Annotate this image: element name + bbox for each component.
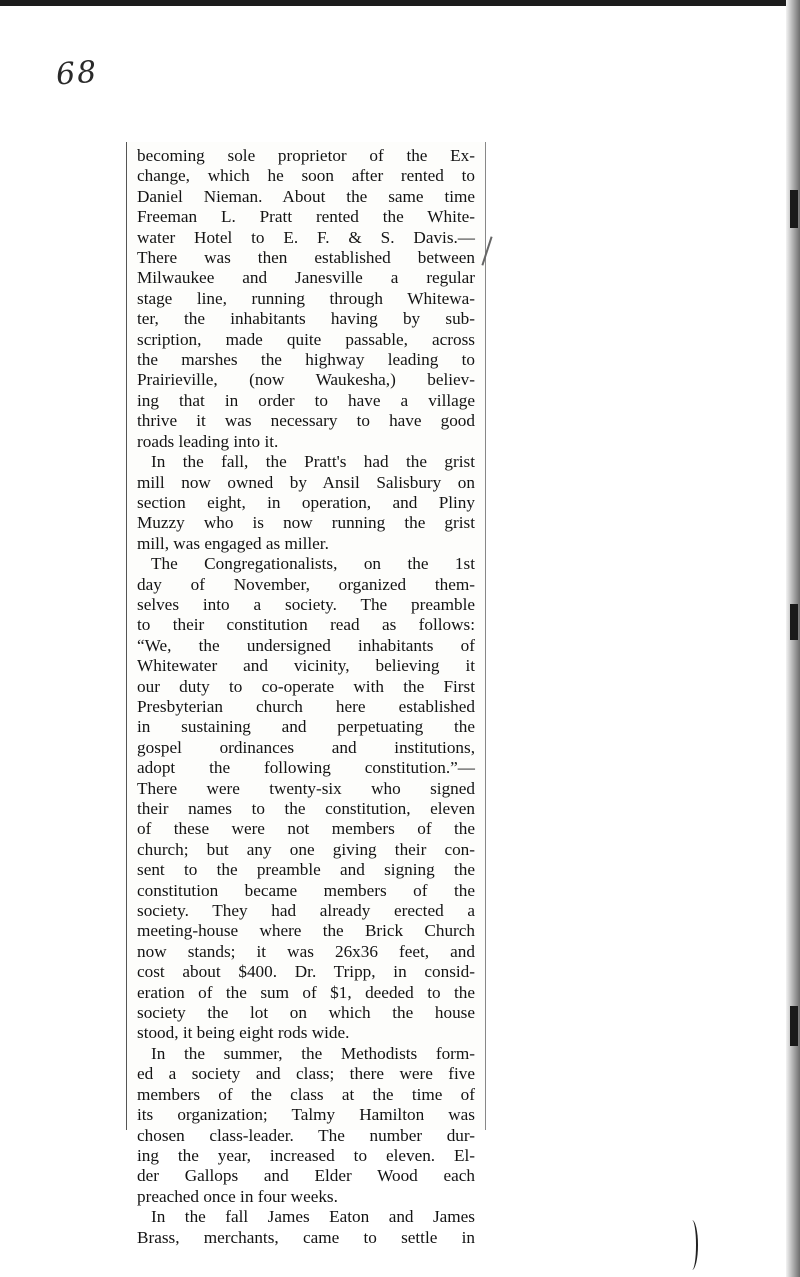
article-line: constitution became members of the bbox=[137, 880, 475, 900]
article-line: scription, made quite passable, across bbox=[137, 329, 475, 349]
article-line: their names to the constitution, eleven bbox=[137, 799, 475, 818]
article-line: Brass, merchants, came to settle in bbox=[137, 1227, 475, 1247]
article-line: the marshes the highway leading to bbox=[137, 350, 475, 370]
article-line: our duty to co-operate with the First bbox=[137, 676, 475, 696]
article-line: Milwaukee and Janesville a regular bbox=[137, 268, 475, 288]
article-line: chosen class-leader. The number dur- bbox=[137, 1125, 475, 1145]
article-line: roads leading into it. bbox=[137, 431, 279, 451]
article-line: day of November, organized them- bbox=[137, 574, 475, 594]
article-line: ing that in order to have a village bbox=[137, 390, 475, 410]
article-line: mill, was engaged as miller. bbox=[137, 533, 329, 553]
article-line: members of the class at the time of bbox=[137, 1084, 475, 1104]
article-line: Daniel Nieman. About the same time bbox=[137, 186, 475, 206]
article-line: section eight, in operation, and Pliny bbox=[137, 492, 475, 512]
article-line: to their constitution read as follows: bbox=[137, 615, 475, 635]
article-line: There was then established between bbox=[137, 248, 475, 268]
article-line: ter, the inhabitants having by sub- bbox=[137, 309, 475, 329]
article-line: stood, it being eight rods wide. bbox=[137, 1023, 350, 1043]
article-line: ed a society and class; there were five bbox=[137, 1064, 475, 1084]
article-line: Whitewater and vicinity, believing it bbox=[137, 656, 475, 676]
article-line: meeting-house where the Brick Church bbox=[137, 921, 475, 941]
article-line: society. They had already erected a bbox=[137, 901, 475, 921]
page-number: 68 bbox=[54, 54, 100, 93]
article-line: society the lot on which the house bbox=[137, 1003, 475, 1023]
article-line: stage line, running through Whitewa- bbox=[137, 288, 475, 308]
article-line: Prairieville, (now Waukesha,) believ- bbox=[137, 370, 475, 390]
article-line: in sustaining and perpetuating the bbox=[137, 717, 475, 737]
article-line: adopt the following constitution.”— bbox=[137, 758, 475, 778]
article-line: church; but any one giving their con- bbox=[137, 839, 475, 859]
article-line: of these were not members of the bbox=[137, 819, 475, 839]
article-line: change, which he soon after rented to bbox=[137, 166, 475, 186]
article-line: mill now owned by Ansil Salisbury on bbox=[137, 472, 475, 492]
binding-mark bbox=[790, 1006, 798, 1046]
article-line: Muzzy who is now running the grist bbox=[137, 513, 475, 533]
article-line: gospel ordinances and institutions, bbox=[137, 737, 475, 757]
article-line: Freeman L. Pratt rented the White- bbox=[137, 207, 475, 227]
article-line: der Gallops and Elder Wood each bbox=[137, 1166, 475, 1186]
article-line: preached once in four weeks. bbox=[137, 1186, 338, 1206]
article-line: “We, the undersigned inhabitants of bbox=[137, 635, 475, 655]
article-line: water Hotel to E. F. & S. Davis.— bbox=[137, 227, 475, 247]
article-line: becoming sole proprietor of the Ex- bbox=[137, 146, 475, 165]
article-line: In the fall James Eaton and James bbox=[151, 1207, 475, 1227]
article-line: In the summer, the Methodists form- bbox=[151, 1043, 475, 1063]
article-line: eration of the sum of $1, deeded to the bbox=[137, 982, 475, 1002]
article-column bbox=[137, 146, 475, 1248]
article-line: sent to the preamble and signing the bbox=[137, 860, 475, 880]
article-line: its organization; Talmy Hamilton was bbox=[137, 1105, 475, 1125]
article-line: cost about $400. Dr. Tripp, in consid- bbox=[137, 962, 475, 982]
binding-mark bbox=[790, 604, 798, 640]
article-line: There were twenty-six who signed bbox=[137, 778, 475, 798]
article-line: selves into a society. The preamble bbox=[137, 594, 475, 614]
article-line: thrive it was necessary to have good bbox=[137, 411, 475, 431]
scrapbook-binding-edge bbox=[786, 0, 800, 1277]
article-line: now stands; it was 26x36 feet, and bbox=[137, 941, 475, 961]
article-line: ing the year, increased to eleven. El- bbox=[137, 1145, 475, 1165]
article-line: In the fall, the Pratt's had the grist bbox=[151, 452, 475, 472]
corner-scratch-mark bbox=[686, 1220, 698, 1270]
article-line: The Congregationalists, on the 1st bbox=[151, 554, 475, 574]
article-line: Presbyterian church here established bbox=[137, 696, 475, 716]
scan-top-edge bbox=[0, 0, 800, 6]
binding-mark bbox=[790, 190, 798, 228]
newspaper-clipping bbox=[126, 142, 486, 1247]
